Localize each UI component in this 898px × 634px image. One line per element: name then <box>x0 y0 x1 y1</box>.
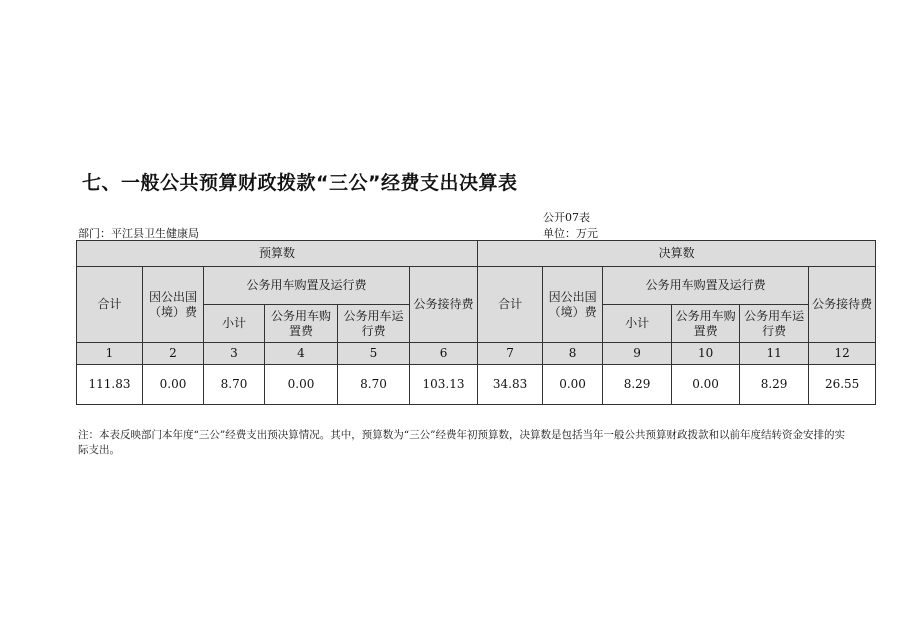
column-number: 12 <box>809 343 876 365</box>
budget-vehicle-header: 公务用车购置及运行费 <box>204 267 410 305</box>
value-cell: 103.13 <box>410 365 478 405</box>
column-number-row <box>77 343 876 365</box>
budget-abroad-header: 因公出国（境）费 <box>143 267 204 343</box>
final-reception-header: 公务接待费 <box>809 267 876 343</box>
column-number: 9 <box>603 343 672 365</box>
value-cell: 0.00 <box>143 365 204 405</box>
budget-vehicle-purchase-header: 公务用车购置费 <box>265 305 338 343</box>
form-number: 公开07表 <box>543 211 590 224</box>
value-cell: 111.83 <box>77 365 143 405</box>
table-row <box>77 365 876 405</box>
column-number: 7 <box>478 343 543 365</box>
column-number: 4 <box>265 343 338 365</box>
column-number: 2 <box>143 343 204 365</box>
column-number: 10 <box>672 343 740 365</box>
column-number: 1 <box>77 343 143 365</box>
column-number: 3 <box>204 343 265 365</box>
column-number: 11 <box>740 343 809 365</box>
final-vehicle-purchase-header: 公务用车购置费 <box>672 305 740 343</box>
final-abroad-header: 因公出国（境）费 <box>543 267 603 343</box>
budget-header: 预算数 <box>77 241 478 267</box>
column-number: 5 <box>338 343 410 365</box>
page-title: 七、一般公共预算财政拨款“三公”经费支出决算表 <box>82 172 518 194</box>
column-number: 6 <box>410 343 478 365</box>
unit-label: 单位：万元 <box>543 227 598 240</box>
three-public-expenses-table <box>76 240 876 405</box>
final-vehicle-header: 公务用车购置及运行费 <box>603 267 809 305</box>
value-cell: 8.29 <box>603 365 672 405</box>
value-cell: 0.00 <box>265 365 338 405</box>
budget-total-header: 合计 <box>77 267 143 343</box>
final-total-header: 合计 <box>478 267 543 343</box>
value-cell: 8.29 <box>740 365 809 405</box>
budget-subtotal-header: 小计 <box>204 305 265 343</box>
value-cell: 0.00 <box>672 365 740 405</box>
budget-reception-header: 公务接待费 <box>410 267 478 343</box>
value-cell: 26.55 <box>809 365 876 405</box>
value-cell: 0.00 <box>543 365 603 405</box>
final-subtotal-header: 小计 <box>603 305 672 343</box>
final-vehicle-operation-header: 公务用车运行费 <box>740 305 809 343</box>
value-cell: 34.83 <box>478 365 543 405</box>
department-label: 部门：平江县卫生健康局 <box>78 227 199 240</box>
budget-vehicle-operation-header: 公务用车运行费 <box>338 305 410 343</box>
final-header: 决算数 <box>478 241 876 267</box>
value-cell: 8.70 <box>338 365 410 405</box>
value-cell: 8.70 <box>204 365 265 405</box>
table-note: 注：本表反映部门本年度“三公”经费支出预决算情况。其中，预算数为“三公”经费年初预算数，决算数是包括当年一般公共预算财政拨款和以前年度结转资金安排的实际支出。 <box>78 429 845 456</box>
column-number: 8 <box>543 343 603 365</box>
